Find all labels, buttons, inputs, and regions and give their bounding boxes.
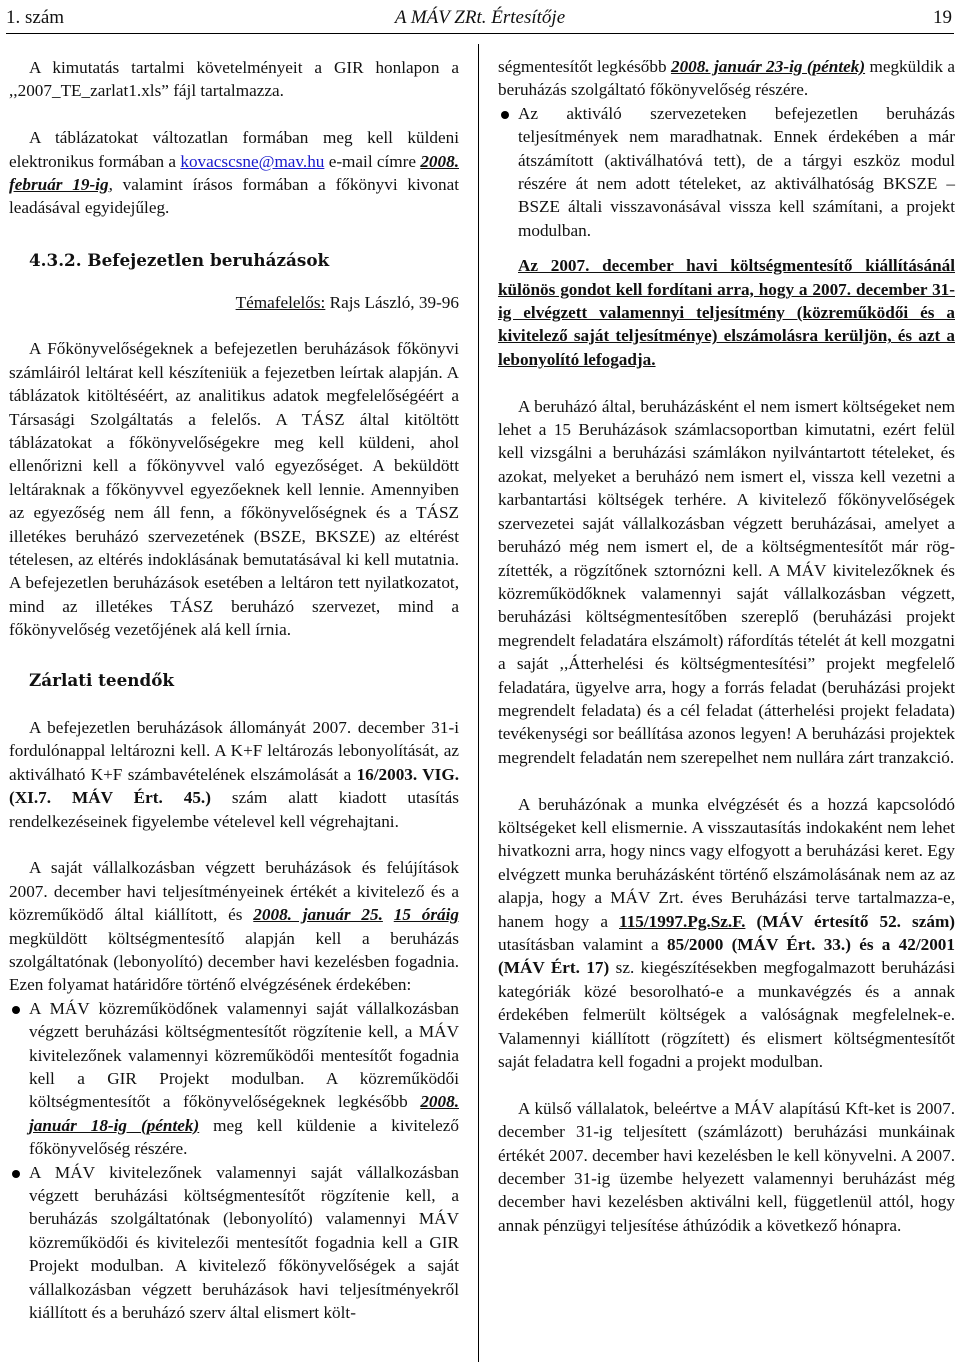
right-column xyxy=(498,55,955,1237)
regulation-ref: 16/2003. VIG. (XI.7. MÁV Ért. 45.) xyxy=(9,764,459,808)
deadline: 2008. január 18-ig (péntek) xyxy=(29,1092,459,1135)
publication-title: A MÁV ZRt. Értesítője xyxy=(394,7,566,28)
paragraph: A saját vállalkozásban végzett beruházások és felújítások 2007. december havi teljesítményeinek értékét a kivitelező és a közreműködő által kiállított, és 2008. január 25. 15 óráig megküldött költségmentesítő alapján kell a beruházás szolgáltatónak (lebonyolító) december havi kezelésben fogadnia. Ezen folyamat határidőre történő elvégzésének érdekében: xyxy=(9,858,460,995)
issue-number: 1. szám xyxy=(6,7,65,28)
bullet-item: A MÁV kivitelezőnek valamennyi saját vállalkozásban végzett beruházási költségmentesítőt rögzítenie kell, a beruházás szolgáltatónak (lebonyolító) valamennyi MÁV közreműködői és kivitelezői mentesítőt fogadnia kell a GIR Projekt modulban. A kivitelező főkönyvelőségek a saját vállalkozásban végzett beruházások havi teljesítményekről kiállított és a beruházó szerv által elismert költ- xyxy=(9,1161,459,1325)
regulation-ref: (MÁV értesítő 52. szám) xyxy=(745,911,955,931)
paragraph: A beruházónak a munka elvégzését és a hozzá kapcsolódó költségeket kell elismernie. A visszautasítás indokaként nem lehet hivatkozni arra, hogy nincs vagy elfogyott a beruházási keret. Egy elvégzett munka beruházásként történő elszámolásának nem az az alapja, hogy a MÁV Zrt. éves Beruházási terve tartalmazza-e, hanem hogy a 115/1997.Pg.Sz.F. (MÁV értesítő 52. szám) utasításban valamint a 85/2000 (MÁV Ért. 33.) és a 42/2001 (MÁV Ért. 17) sz. kiegészítésekben megfogalmazott beruházási kategóriák közé besorolható-e a munkavégzés és a annak érdekében felmerült költségek a valóságnak megfelelnek-e. Valamennyi kiállított (rögzített) és elismert költségmentesítőt saját feladatra kell fogadni a projekt modulban. xyxy=(498,794,955,1072)
deadline: 2008. január 23-ig (péntek) xyxy=(670,57,866,76)
regulation-ref: 85/2000 (MÁV Ért. 33.) és a 42/2001 (MÁV Ért. 17) xyxy=(498,935,955,978)
email-link[interactable]: kovacscsne@mav.hu xyxy=(180,151,325,171)
deadline: 2008. február 19-ig xyxy=(9,151,459,195)
paragraph: A kimutatás tartalmi követelményeit a GIR honlapon a ,,2007_TE_zarlat1.xls” fájl tartalmazza. xyxy=(9,58,459,101)
bullet-item: Az aktiváló szervezeteken befejezetlen beruházás teljesítmények nem maradhatnak. Ennek érdekében a már átszámított (aktiválhatóvá tett), de a tárgyi eszköz modul részére át nem adott tételeket, az aktiválhatóság BKSZE – BSZE általi visszavonásával vissza kell számítani, a projekt modulban. xyxy=(498,102,955,242)
page-number: 19 xyxy=(933,7,952,28)
paragraph: ségmentesítőt legkésőbb 2008. január 23-ig (péntek) megküldik a beruházás szolgáltató főkönyvelőség részére. xyxy=(498,57,955,100)
bullet-item: A MÁV közreműködőnek valamennyi saját vállalkozásban végzett beruházási költségmentesítőt rögzítenie kell, a MÁV kivitelezőnek valamennyi közreműködői mentesítőt fogadnia kell a GIR Projekt modulban. A közreműködői költségmentesítőt a főkönyvelőségeknek legkésőbb 2008. január 18-ig (péntek) meg kell küldenie a kivitelező főkönyvelőség részére. xyxy=(9,997,459,1161)
bullet-icon xyxy=(12,1170,20,1178)
paragraph: A beruházó által, beruházásként el nem ismert költségeket nem lehet a 15 Beruházások számlacsoportban kimutatni, ezért felül kell vizsgálni a beruházási számlákon nyilvántartott tételeket, és azokat, melyeket a beruházó nem ismert el, vissza kell vezetni a karbantartási költségek terhére. A kivitelező főkönyvelőségek szervezetei saját vállalkozásban végzett beruházásai, amelyet a beruházó még nem ismert el, de a költségmentesítőt már rögzítették, a rögzítőnek sztornózni kell. A MÁV kivitelezőknek és közreműködőknek valamennyi saját vállalkozásban végzett, beruházási költségmentesítőben szereplő (beruházási projekt megrendelt feladatára elszámolt) ráfordítás tételét át kell mozgatni a saját ,,Átterhelési és költségmentesítési” projekt megfelelő feladatára, ügyelve arra, hogy a forrás feladat (beruházási projekt megrendelt feladata) és a cél feladat (átterhelési projekt feladata) tevékenységi sor beállítása azonos legyen! A beruházási projektek megrendelt feladatán nem szerepelhet nem nullára zárt tranzakció. xyxy=(498,396,955,767)
regulation-ref: 115/1997.Pg.Sz.F. xyxy=(619,911,746,931)
bullet-icon xyxy=(501,111,509,119)
deadline: 15 óráig xyxy=(393,905,460,925)
paragraph: A Főkönyvelőségeknek a befejezetlen beruházások főkönyvi számláiról leltárat kell készíteniük a fejezetben leírtak alapján. A táblázatok kitöltéséért, az analitikus adatok megfelelőségéért a Társasági Szolgáltatás a felelős. A TÁSZ által kitöltött táblázatokat a főkönyvelőségekre meg kell küldeni, ahol ellenőrizni kell a főkönyvvel való egyezőséget. A beküldött leltáraknak a főkönyvvel egyezőeknek kell lennie. Amennyiben az egyezőség nem áll fenn, a főkönyvelőségnek és a TÁSZ illetékes beruházó szervezetének (BSZE, BKSZE) az eltérést tételesen, az eltérés indoklásának bemutatásával ki kell mutatnia. A befejezetlen beruházások esetében a leltáron tett nyilatkozatot, mind az illetékes TÁSZ beruházó szervezet, mind a főkönyvelőség vezetőjének alá kell írnia. xyxy=(9,339,459,640)
responsible-person: Témafelelős: Rajs László, 39-96 xyxy=(235,292,459,312)
section-heading: 4.3.2. Befejezetlen beruházások xyxy=(29,250,330,271)
paragraph: A külső vállalatok, beleértve a MÁV alapítású Kft-ket is 2007. december 31-ig teljesített (számlázott) beruházási munkáinak értékét 2007. december havi kezelésben le kell könyvelni. A 2007. december 31-ig üzembe helyezett valamennyi beruházást még december havi kezelésben aktiválni kell, függetlenül attól, hogy annak pénzügyi teljesítése áthúzódik a következő hónapra. xyxy=(498,1098,955,1235)
paragraph: A táblázatokat változatlan formában meg kell küldeni elektronikus formában a kovacscsne@mav.hu e-mail címre 2008. február 19-ig, valamint írásos formában a főkönyvi kivonat leadásával egyidejűleg. xyxy=(9,128,459,218)
left-column xyxy=(9,56,459,1324)
deadline: 2008. január 25. xyxy=(253,905,383,925)
bullet-icon xyxy=(12,1006,20,1014)
column-divider xyxy=(478,44,479,1362)
page-header xyxy=(6,4,954,34)
paragraph: A befejezetlen beruházások állományát 2007. december 31-i fordulónappal leltározni kell. A K+F leltározás lebonyolítását, az aktiválható K+F számbavételének elszámolását a 16/2003. VIG. (XI.7. MÁV Ért. 45.) szám alatt kiadott utasítás rendelkezéseinek figyelembe vételevel kell végrehajtani. xyxy=(9,717,459,831)
subsection-heading: Zárlati teendők xyxy=(29,670,175,691)
emphasis-block: Az 2007. december havi költségmentesítő kiállításánál különös gondot kell fordítani arra, hogy a 2007. december 31-ig elvégzett valamennyi teljesítmény (közreműködői és a kivitelező saját teljesítménye) elszámolásra kerüljön, és azt a lebonyolító lefogadja. xyxy=(498,256,955,369)
